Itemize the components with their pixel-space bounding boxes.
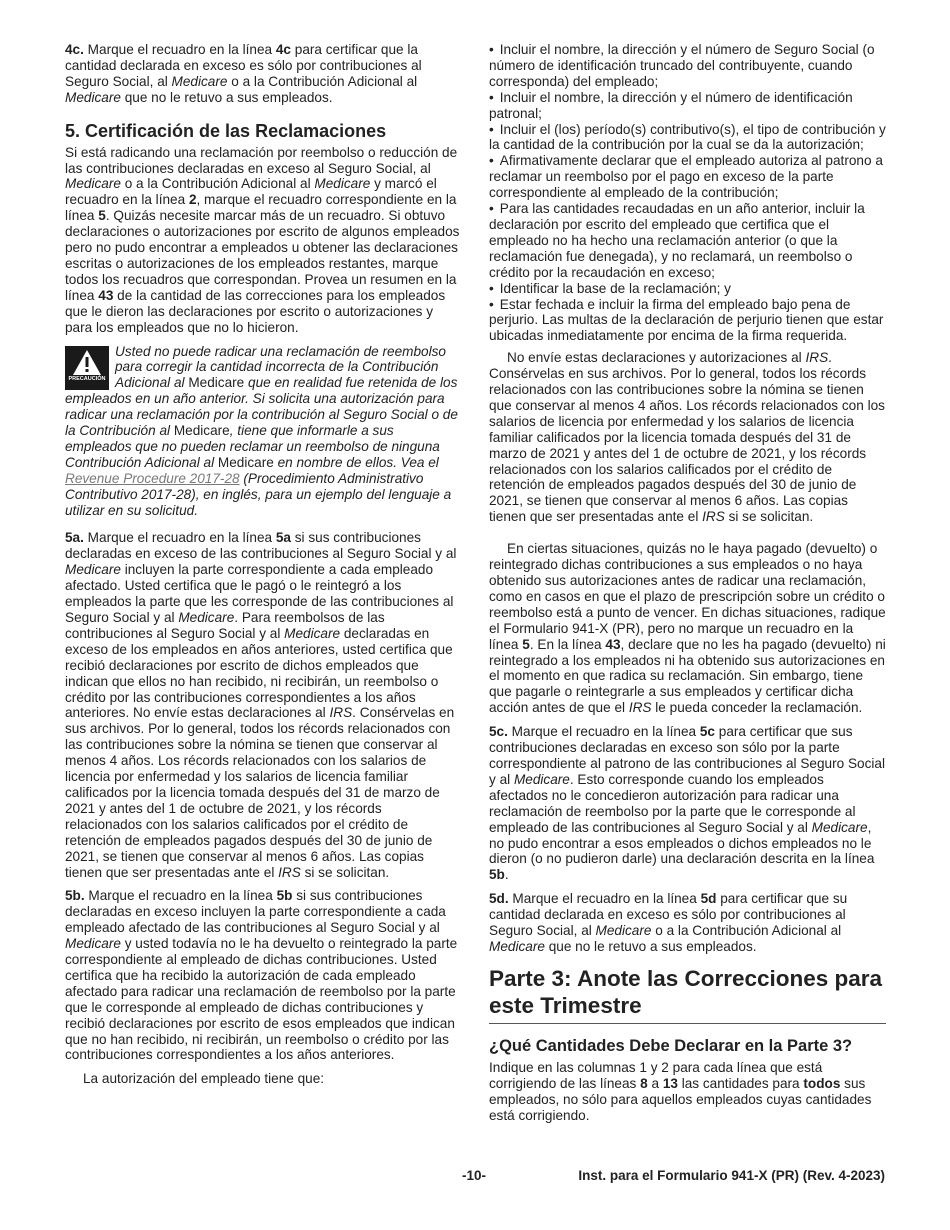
list-item: • Para las cantidades recaudadas en un año anterior, incluir la declaración por escrito del empleado que certifica que el empleado no ha hecho una reclamación anterior (o que la reclamación fue denegada), y no reclamará, un reembolso o crédito por la recaudación en exceso;	[489, 201, 886, 281]
list-item: • Afirmativamente declarar que el empleado autoriza al patrono a reclamar un reembolso por el pago en exceso de la parte correspondiente al empleado de la contribución;	[489, 153, 886, 201]
caution-note: PRECAUCIÓN Usted no puede radicar una reclamación de reembolso para corregir la cantidad incorrecta de la Contribución Adicional al Medicare que en realidad fue retenida de los empleados en un año anterior. Si solicita una autorización para radicar una reclamación por la contribución al Seguro Social o de la Contribución al Medicare, tiene que informarle a sus empleados que no pueden reclamar un reembolso de ninguna Contribución Adicional al Medicare en nombre de ellos. Vea el Revenue Procedure 2017-28 (Procedimiento Administrativo Contributivo 2017-28), en inglés, para un ejemplo del lenguaje a utilizar en su solicitud.	[65, 343, 458, 518]
paragraph-5a: 5a. Marque el recuadro en la línea 5a si sus contribuciones declaradas en exceso de las contribuciones al Seguro Social y al Medicare incluyen la parte correspondiente a cada empleado afectado. Usted certifica que le pagó o le reintegró a los empleados la parte que les corresponde de las contribuciones al Seguro Social y al Medicare. Para reembolsos de las contribuciones al Seguro Social y al Medicare declaradas en exceso de los empleados en años anteriores, usted certifica que recibió declaraciones por escrito de dichos empleados que indican que ellos no han recibido, ni recibirán, un reembolso o crédito por las contribuciones correspondientes a los años anteriores. No envíe estas declaraciones al IRS. Consérvelas en sus archivos. Por lo general, todos los récords relacionados con las contribuciones sobre la nómina se tienen que conservar al menos 4 años. Los récords relacionados con los salarios de licencia por enfermedad y los salarios de licencia familiar calificados por la licencia tomada después del 31 de marzo de 2021 y antes del 1 de octubre de 2021, y los récords relacionados con los salarios calificados por el crédito de retención de empleados pagados después del 30 de junio de 2021, se tienen que conservar al menos 6 años. Las copias tienen que ser presentadas ante el IRS si se solicitan.	[65, 530, 457, 880]
page-number: -10-	[462, 1168, 487, 1183]
revenue-procedure-link[interactable]: Revenue Procedure 2017-28	[65, 470, 240, 486]
paragraph-autorizacion: La autorización del empleado tiene que:	[83, 1071, 325, 1087]
paragraph-5c: 5c. Marque el recuadro en la línea 5c para certificar que sus contribuciones declaradas en exceso son sólo por la parte correspondiente al patrono de las contribuciones al Seguro Social y al Medicare. Esto corresponde cuando los empleados afectados no le concedieron autorización para radicar una reclamación de reembolso por la parte que le corresponde al empleado de las contribuciones al Seguro Social y al Medicare, no pudo encontrar a esos empleados o dichos empleados no le dieron (o no pudieron darle) una declaración descrita en la línea 5b.	[489, 724, 885, 883]
paragraph-4c: 4c. Marque el recuadro en la línea 4c para certificar que la cantidad declarada en exceso es sólo por contribuciones al Seguro Social, al Medicare o a la Contribución Adicional al Medicare que no le retuvo a sus empleados.	[65, 42, 422, 105]
paragraph-ciertas-situaciones: En ciertas situaciones, quizás no le haya pagado (devuelto) o reintegrado dichas contribuciones a sus empleados o no haya obtenido sus autorizaciones antes de radicar una reclamación, como en casos en que el plazo de prescripción sobre un crédito o reembolso está a punto de vencer. En dichas situaciones, radique el Formulario 941-X (PR), pero no marque un recuadro en la línea 5. En la línea 43, declare que no les ha pagado (devuelto) ni reintegrado a los empleados ni ha obtenido sus autorizaciones en el momento en que radica su reclamación. Sin embargo, tiene que pagarle o reintegrarle a sus empleados y certificar dicha acción antes de que el IRS le pueda conceder la reclamación.	[489, 541, 886, 716]
paragraph-section-5: Si está radicando una reclamación por reembolso o reducción de las contribuciones declaradas en exceso al Seguro Social, al Medicare o a la Contribución Adicional al Medicare y marcó el recuadro en la línea 2, marque el recuadro correspondiente en la línea 5. Quizás necesite marcar más de un recuadro. Si obtuvo declaraciones o autorizaciones por escrito de algunos empleados pero no pudo encontrar a empleados u obtener las declaraciones escritas o autorizaciones de los empleados restantes, marque todos los recuadros que correspondan. Provea un resumen en la línea 43 de la cantidad de las correcciones para los empleados que le dieron las declaraciones por escrito o autorizaciones y para los empleados que no lo hicieron.	[65, 144, 460, 335]
list-item: • Incluir el (los) período(s) contributivo(s), el tipo de contribución y la cantidad de la contribución por la cual se da la autorización;	[489, 122, 886, 154]
page-footer	[0, 1168, 950, 1188]
list-item: • Incluir el nombre, la dirección y el número de Seguro Social (o número de identificación truncado del contribuyente, cuando corresponda) del empleado;	[489, 42, 886, 90]
list-item: • Identificar la base de la reclamación; y	[489, 281, 886, 297]
paragraph-no-envie: No envíe estas declaraciones y autorizaciones al IRS. Consérvelas en sus archivos. Por lo general, todos los récords relacionados con las contribuciones sobre la nómina se tienen que conservar al menos 4 años. Los récords relacionados con los salarios de licencia por enfermedad y los salarios de licencia familiar calificados por la licencia tomada después del 31 de marzo de 2021 y antes del 1 de octubre de 2021, y los récords relacionados con los salarios calificados por el crédito de retención de empleados pagados después del 30 de junio de 2021, se tienen que conservar al menos 6 años. Las copias tienen que ser presentadas ante el IRS si se solicitan.	[489, 350, 885, 525]
left-column	[65, 42, 461, 1095]
authorization-requirements-list	[489, 42, 886, 344]
list-item: • Incluir el nombre, la dirección y el número de identificación patronal;	[489, 90, 886, 122]
caution-icon	[65, 346, 109, 390]
caution-icon-label: PRECAUCIÓN	[68, 375, 106, 382]
form-reference: Inst. para el Formulario 941-X (PR) (Rev. 4-2023)	[578, 1168, 885, 1183]
section-5-heading: 5. Certificación de las Reclamaciones	[65, 120, 387, 141]
list-item: • Estar fechada e incluir la firma del empleado bajo pena de perjurio. Las multas de la declaración de perjurio tienen que estar ubicadas inmediatamente por encima de la firma requerida.	[489, 297, 886, 345]
parte-3-heading: Parte 3: Anote las Correcciones para este Trimestre	[489, 965, 886, 1024]
paragraph-5d: 5d. Marque el recuadro en la línea 5d para certificar que su cantidad declarada en exceso es sólo por contribuciones al Seguro Social, al Medicare o a la Contribución Adicional al Medicare que no le retuvo a sus empleados.	[489, 891, 848, 954]
right-column	[489, 42, 886, 1131]
paragraph-5b: 5b. Marque el recuadro en la línea 5b si sus contribuciones declaradas en exceso incluyen la parte correspondiente a cada empleado afectado de las contribuciones al Seguro Social y al Medicare y usted todavía no le ha devuelto o reintegrado la parte correspondiente al empleado de dichas contribuciones. Usted certifica que ha recibido la autorización de cada empleado afectado para radicar una reclamación de reembolso por la parte que le corresponde al empleado de dichas contribuciones y recibió declaraciones por escrito de esos empleados que indican que no han recibido, ni recibirán, un reembolso o crédito por las contribuciones correspondientes a los años anteriores.	[65, 888, 458, 1063]
paragraph-indique: Indique en las columnas 1 y 2 para cada línea que está corrigiendo de las líneas 8 a 13 las cantidades para todos sus empleados, no sólo para aquellos empleados cuyas cantidades está corrigiendo.	[489, 1059, 872, 1123]
parte-3-subheading: ¿Qué Cantidades Debe Declarar en la Parte 3?	[489, 1036, 853, 1055]
